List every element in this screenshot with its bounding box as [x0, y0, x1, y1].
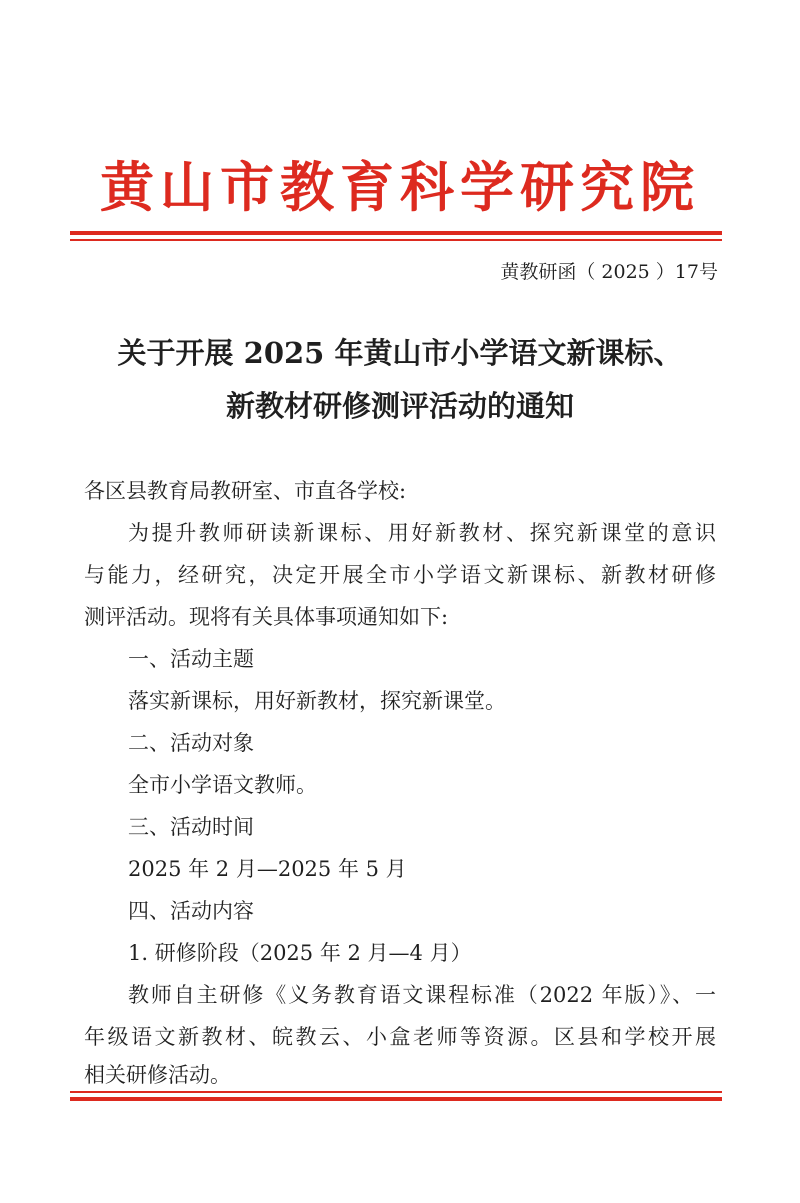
section-heading-audience: 二、活动对象	[128, 731, 254, 755]
red-header-rule	[70, 231, 722, 241]
section-heading-time: 三、活动时间	[128, 815, 254, 839]
document-title-line2: 新教材研修测评活动的通知	[225, 389, 574, 423]
section-text-time: 2025 年 2 月—2025 年 5 月	[128, 857, 407, 881]
red-footer-rule	[70, 1091, 722, 1101]
section-heading-content: 四、活动内容	[128, 899, 254, 923]
org-header-title: 黄山市教育科学研究院	[100, 155, 700, 219]
intro-line-1: 为提升教师研读新课标、用好新教材、探究新课堂的意识	[128, 521, 716, 545]
intro-line-3: 测评活动。现将有关具体事项通知如下:	[84, 605, 449, 629]
document-title-line1: 关于开展 2025 年黄山市小学语文新课标、	[117, 336, 683, 370]
subsection-study-phase: 1. 研修阶段（2025 年 2 月—4 月）	[128, 941, 472, 965]
salutation: 各区县教育局教研室、市直各学校:	[84, 479, 407, 503]
intro-line-2: 与能力，经研究，决定开展全市小学语文新课标、新教材研修	[84, 563, 716, 587]
section-text-theme: 落实新课标，用好新教材，探究新课堂。	[128, 689, 506, 713]
document-number: 黄教研函（ 2025 ）17号	[500, 261, 718, 283]
content-line-3: 相关研修活动。	[84, 1063, 231, 1087]
section-heading-theme: 一、活动主题	[128, 647, 254, 671]
red-footer-rule-thick	[70, 1097, 722, 1101]
section-text-audience: 全市小学语文教师。	[128, 773, 317, 797]
content-line-1: 教师自主研修《义务教育语文课程标准（2022 年版）》、一	[128, 983, 716, 1007]
content-line-2: 年级语文新教材、皖教云、小盒老师等资源。区县和学校开展	[84, 1025, 716, 1049]
red-rule-thick	[70, 231, 722, 235]
red-footer-rule-thin	[70, 1091, 722, 1093]
red-rule-thin	[70, 239, 722, 241]
